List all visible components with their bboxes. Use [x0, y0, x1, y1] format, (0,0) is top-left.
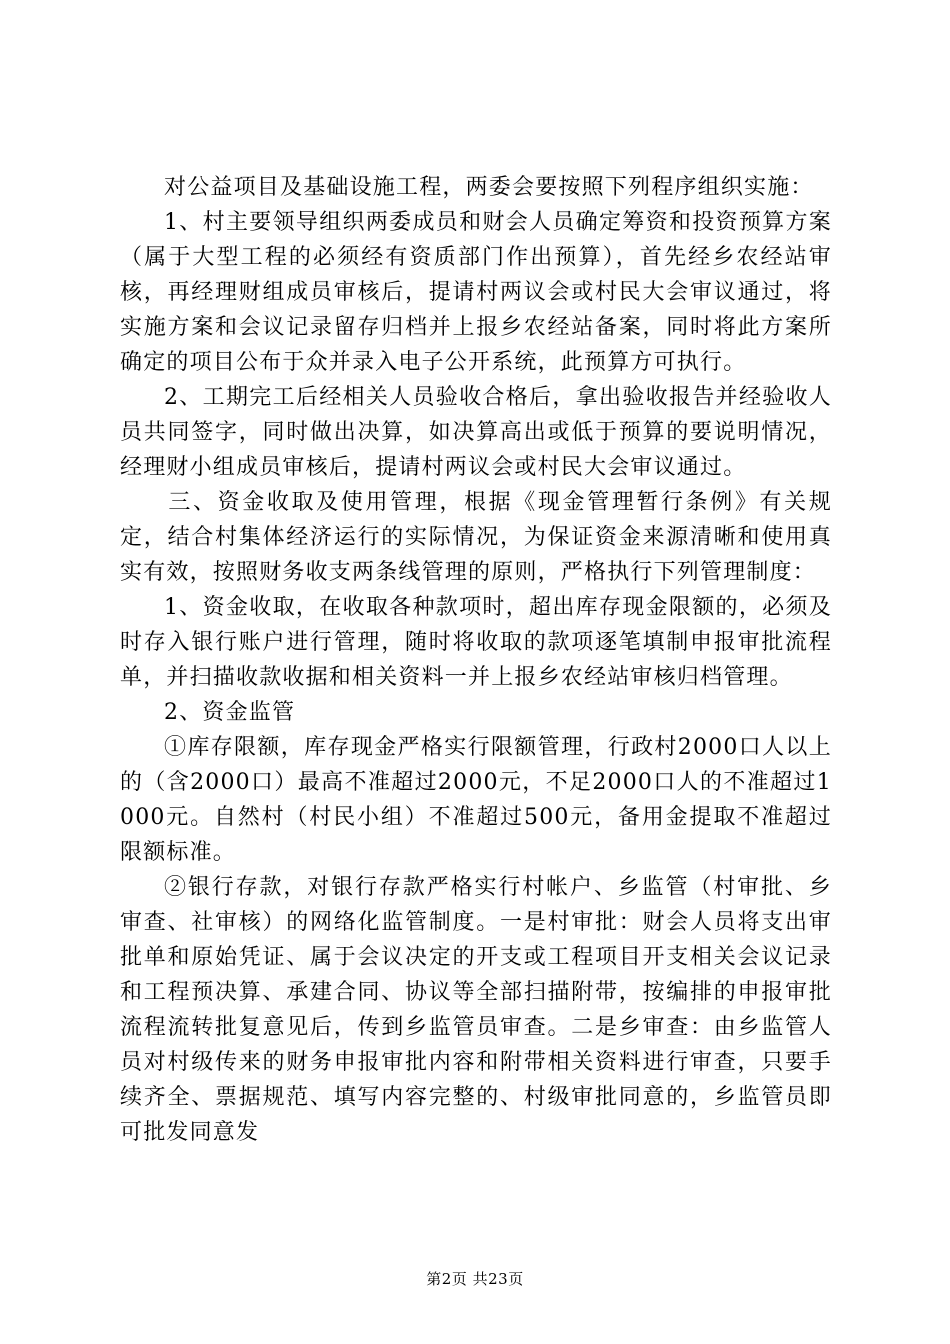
paragraph-fund-collection: 1、资金收取，在收取各种款项时，超出库存现金限额的，必须及时存入银行账户进行管理，随时将收取的款项逐笔填制申报审批流程单，并扫描收款收据和相关资料一并上报乡农经站审核归档管理。 — [120, 595, 832, 690]
document-body — [120, 170, 832, 1150]
paragraph-fund-management: 三、资金收取及使用管理，根据《现金管理暂行条例》有关规定，结合村集体经济运行的实际情况，为保证资金来源清晰和使用真实有效，按照财务收支两条线管理的原则，严格执行下列管理制度： — [120, 490, 832, 585]
paragraph-cash-limit: ①库存限额，库存现金严格实行限额管理，行政村2000口人以上的（含2000口）最高不准超过2000元，不足2000口人的不准超过1000元。自然村（村民小组）不准超过500元，备用金提取不准超过限额标准。 — [120, 735, 832, 865]
paragraph-fund-supervision-heading: 2、资金监管 — [164, 700, 296, 725]
page-number-footer: 第2页 共23页 — [426, 1270, 524, 1288]
paragraph-budget-step: 1、村主要领导组织两委成员和财会人员确定筹资和投资预算方案（属于大型工程的必须经有资质部门作出预算），首先经乡农经站审核，再经理财组成员审核后，提请村两议会或村民大会审议通过，将实施方案和会议记录留存归档并上报乡农经站备案，同时将此方案所确定的项目公布于众并录入电子公开系统，此预算方可执行。 — [120, 210, 832, 375]
paragraph-intro: 对公益项目及基础设施工程，两委会要按照下列程序组织实施： — [164, 175, 814, 200]
paragraph-acceptance-step: 2、工期完工后经相关人员验收合格后，拿出验收报告并经验收人员共同签字，同时做出决算，如决算高出或低于预算的要说明情况，经理财小组成员审核后，提请村两议会或村民大会审议通过。 — [120, 385, 832, 480]
paragraph-bank-deposit: ②银行存款，对银行存款严格实行村帐户、乡监管（村审批、乡审查、社审核）的网络化监管制度。一是村审批：财会人员将支出审批单和原始凭证、属于会议决定的开支或工程项目开支相关会议记录和工程预决算、承建合同、协议等全部扫描附带，按编排的申报审批流程流转批复意见后，传到乡监管员审查。二是乡审查：由乡监管人员对村级传来的财务申报审批内容和附带相关资料进行审查，只要手续齐全、票据规范、填写内容完整的、村级审批同意的，乡监管员即可批发同意发 — [120, 875, 832, 1145]
